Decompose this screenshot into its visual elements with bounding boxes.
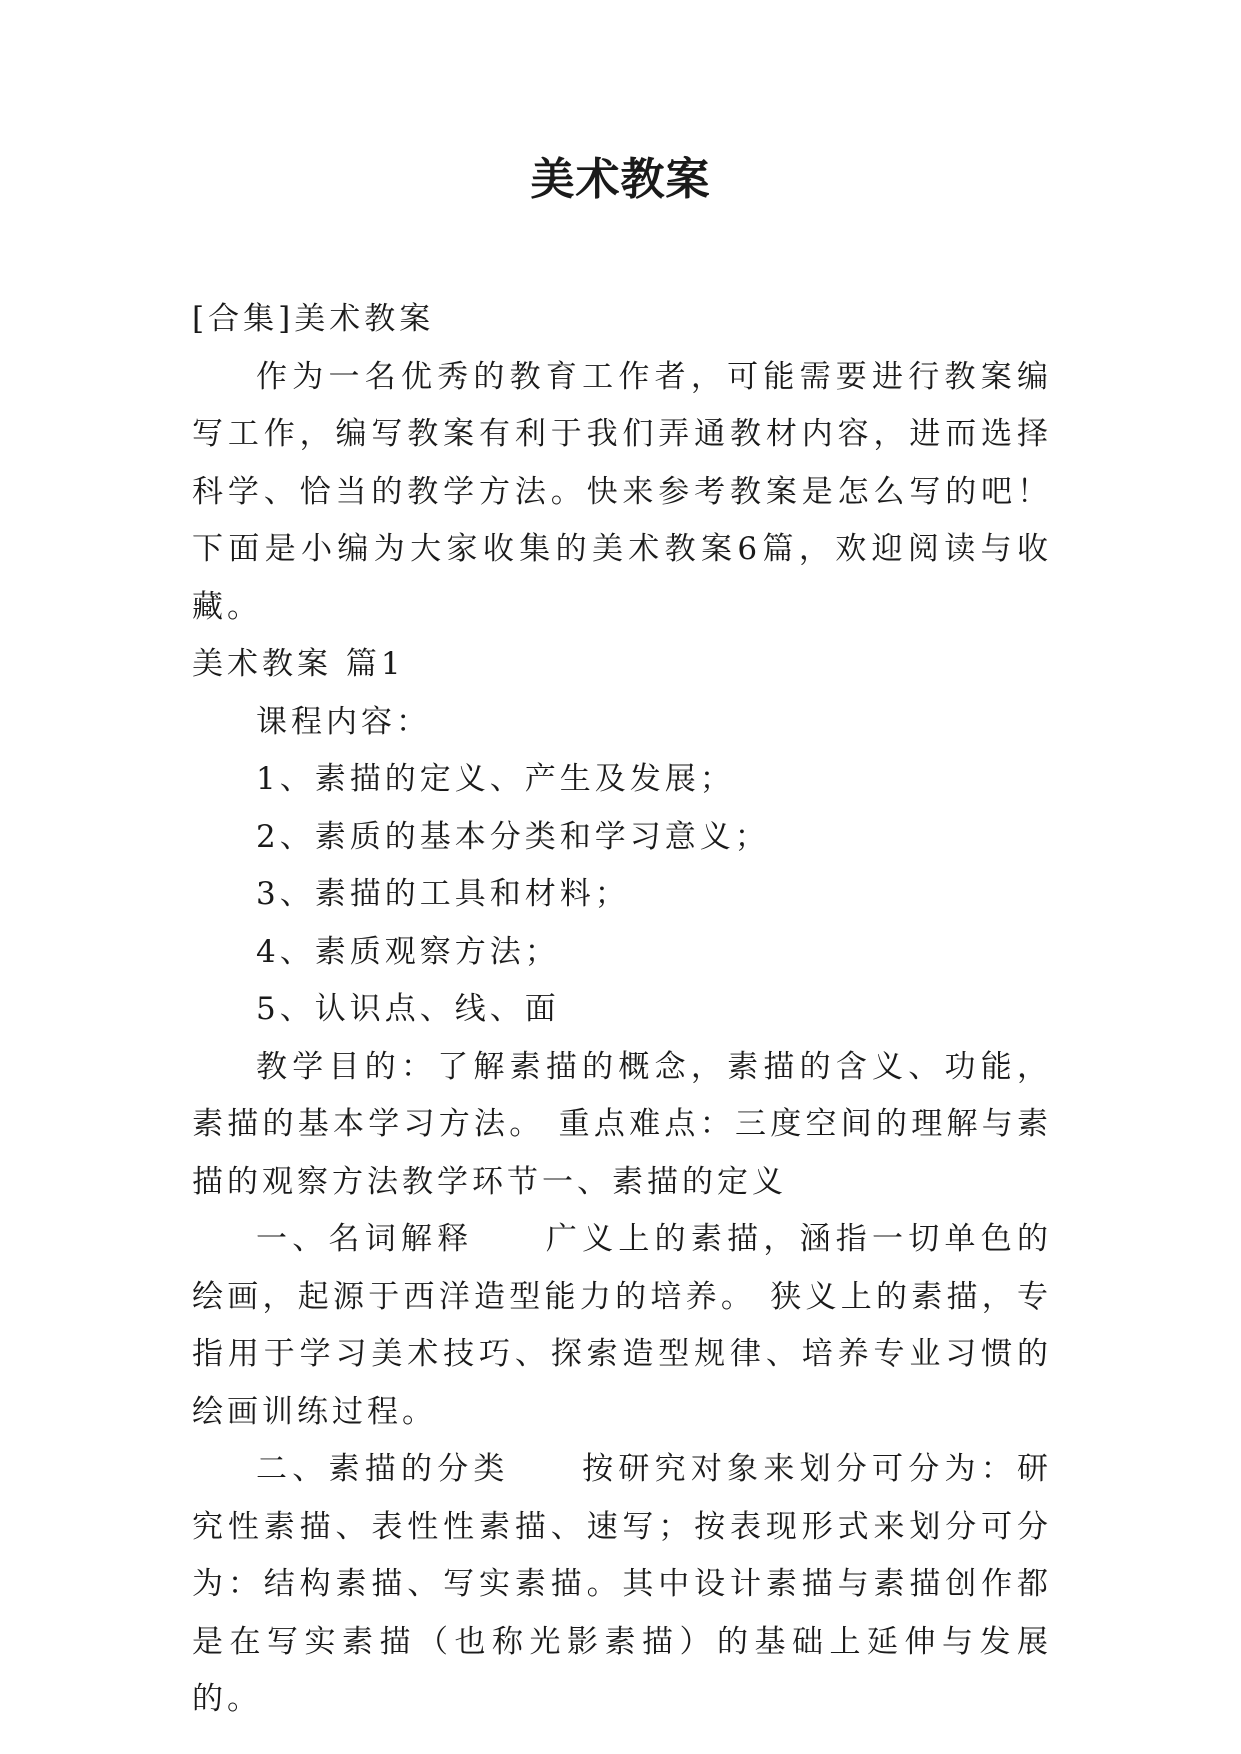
classification-paragraph: 二、素描的分类 按研究对象来划分可分为：研究性素描、表性性素描、速写；按表现形式来划分可分为：结构素描、写实素描。其中设计素描与素描创作都是在写实素描（也称光影素描）的基础上延伸与发展的。 [192, 1451, 1052, 1717]
course-item-3: 3、素描的工具和材料； [256, 876, 630, 912]
intro-paragraph: 作为一名优秀的教育工作者，可能需要进行教案编写工作，编写教案有利于我们弄通教材内容，进而选择科学、恰当的教学方法。快来参考教案是怎么写的吧！下面是小编为大家收集的美术教案6篇，欢迎阅读与收藏。 [192, 358, 1052, 625]
collection-subtitle: [合集]美术教案 [192, 301, 435, 337]
course-item-2: 2、素质的基本分类和学习意义； [256, 818, 770, 855]
course-item-4: 4、素质观察方法； [256, 933, 560, 970]
section-heading: 美术教案 篇1 [192, 646, 405, 682]
course-item-1: 1、素描的定义、产生及发展； [256, 761, 735, 797]
document-body [192, 291, 1052, 1729]
course-content-label: 课程内容： [256, 703, 431, 740]
objectives-paragraph: 教学目的：了解素描的概念，素描的含义、功能，素描的基本学习方法。 重点难点：三度空间的理解与素描的观察方法教学环节一、素描的定义 [192, 1048, 1052, 1200]
document-title: 美术教案 [530, 154, 711, 205]
course-item-5: 5、认识点、线、面 [256, 991, 560, 1027]
definition-paragraph: 一、名词解释 广义上的素描，涵指一切单色的绘画，起源于西洋造型能力的培养。 狭义上的素描，专指用于学习美术技巧、探索造型规律、培养专业习惯的绘画训练过程。 [192, 1221, 1052, 1430]
